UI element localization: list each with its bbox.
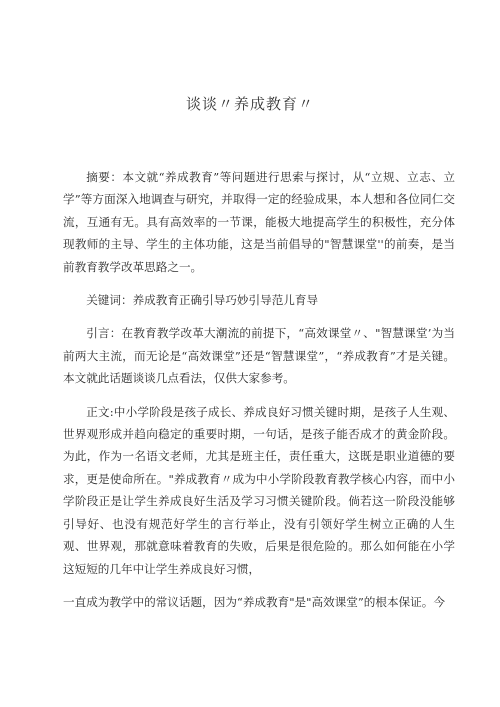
document-body — [63, 166, 455, 624]
abstract-paragraph: 摘要：本文就“养成教育”等问题进行思索与探讨，从“立规、立志、立学”等方面深入地调查与研究，并取得一定的经验成果，本人想和各位同仁交流，互通有无。具有高效率的一节课，能极大地提高学生的积极性，充分体现教师的主导、学生的主体功能，这是当前倡导的"智慧课堂''的前奏，是当前教育教学改革思路之一。 — [63, 170, 455, 274]
main-text-paragraph: 正文:中小学阶段是孩子成长、养成良好习惯关键时期，是孩子人生观、世界观形成并趋向稳定的重要时期，一句话，是孩子能否成才的黄金阶段。为此，作为一名语文老师，尤其是班主任，责任重大，这既是职业道德的要求，更是使命所在。"养成教育〃成为中小学阶段教育教学核心内容，而中小学阶段正是让学生养成良好生活及学习习惯关键阶段。倘若这一阶段没能够引导好、也没有规范好学生的言行举止，没有引领好学生树立正确的人生观、世界观，那就意味着教育的失败，后果是很危险的。那么如何能在小学这短短的几年中让学生养成良好习惯， — [63, 404, 455, 576]
keywords-paragraph: 关键词：养成教育正确引导巧妙引导范儿育导 — [86, 293, 319, 308]
introduction-paragraph: 引言：在教育教学改革大潮流的前提下，“高效课堂〃、"智慧课堂’为当前两大主流，而无论是“高效课堂”还是“智慧课堂”，“养成教育”才是关键。本文就此话题谈谈几点看法，仅供大家参考。 — [63, 326, 455, 386]
continuation-paragraph: 一直成为教学中的常议话题，因为“养成教育"是"高效课堂”的根本保证。今 — [63, 594, 445, 609]
document-title: 谈谈〃养成教育〃 — [185, 95, 314, 113]
